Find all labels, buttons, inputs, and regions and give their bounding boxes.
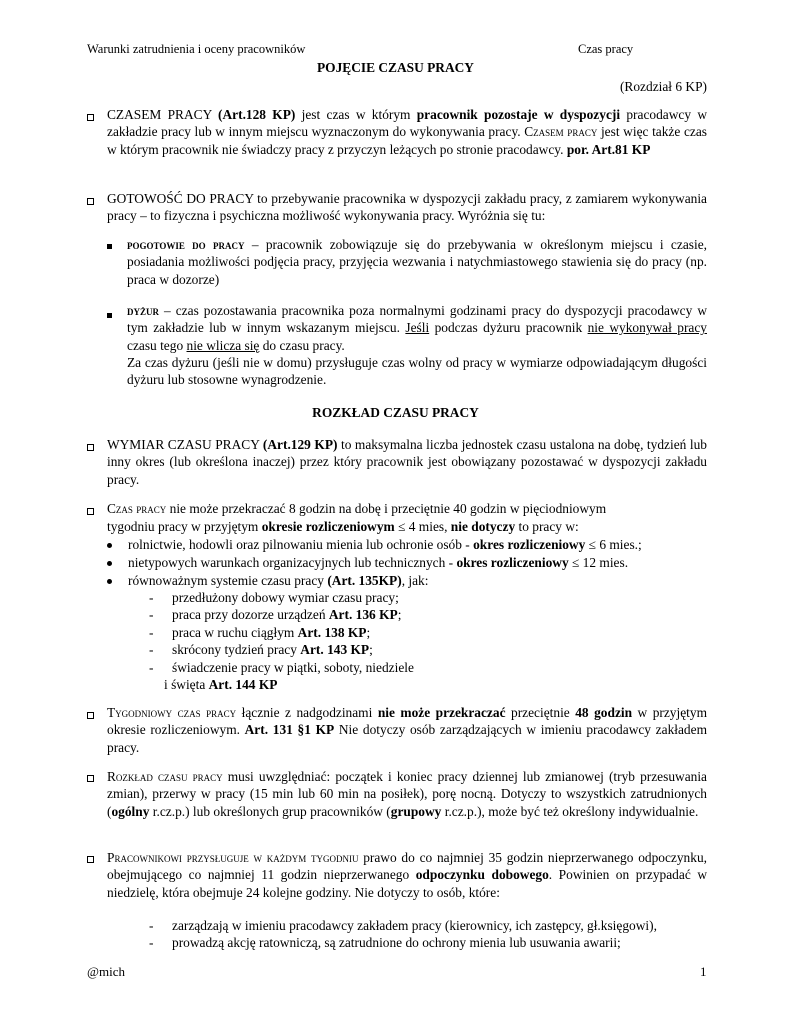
text: , jak:	[401, 573, 429, 588]
paragraph-pogotowie	[127, 236, 707, 288]
emphasis: okres rozliczeniowy	[456, 555, 569, 570]
text: to maksymalna liczba jednostek czasu ustalona na dobę, tydzień lub inny okres (lub określona inaczej) przez który pracownik jest obowiązany pozostawać w dyspozycji zakładu pracy.	[107, 437, 707, 487]
term: Pracownikowi przysługuje w każdym tygodniu	[107, 850, 359, 865]
paragraph-dyzur-compensation: Za czas dyżuru (jeśli nie w domu) przysługuje czas wolny od pracy w wymiarze odpowiadającym długości dyżuru lub stosowne wynagrodzenie.	[127, 355, 707, 388]
round-bullet-icon	[107, 543, 112, 548]
text: ;	[397, 607, 402, 622]
checkbox-bullet-icon	[87, 114, 94, 121]
term: pogotowie do pracy	[127, 237, 245, 252]
emphasis: okresie rozliczeniowym	[261, 519, 395, 534]
list-item	[172, 641, 373, 658]
text: skrócony tydzień pracy	[172, 642, 301, 657]
checkbox-bullet-icon	[87, 508, 94, 515]
article-ref: Art. 131 §1 KP	[244, 722, 335, 738]
text: w przyjętym okresie rozliczeniowym.	[107, 705, 707, 738]
article-ref: Art. 136 KP	[328, 607, 398, 622]
article-ref: Art. 144 KP	[208, 677, 278, 692]
paragraph-gotowosc: GOTOWOŚĆ DO PRACY to przebywanie pracownika w dyspozycji zakładu pracy, z zamiarem wykonywania pracy – to fizyczna i psychiczna możliwość wykonywania pracy. Wyróżnia się tu:	[107, 191, 707, 224]
article-ref: (Art.128 KP)	[218, 107, 296, 122]
underlined: Jeśli	[405, 320, 430, 336]
list-item: prowadzą akcję ratowniczą, są zatrudnione do ochrony mienia lub usuwania awarii;	[172, 935, 621, 950]
text: praca w ruchu ciągłym	[172, 625, 298, 640]
text: jest więc także czas w którym pracownik nie świadczy pracy z przyczyn leżących po stronie pracodawcy.	[107, 124, 707, 157]
paragraph-czas-pracy	[107, 106, 707, 158]
text: tygodniu pracy w przyjętym	[107, 519, 262, 534]
text: r.cz.p.), może być też określony indywidualnie.	[441, 803, 699, 819]
list-item	[128, 536, 642, 553]
text: i święta	[164, 677, 209, 692]
term: Tygodniowy czas pracy	[107, 705, 237, 720]
footer-author: @mich	[87, 964, 125, 979]
text: nietypowych warunkach organizacyjnych lub technicznych -	[128, 555, 457, 570]
dash-bullet: -	[149, 935, 154, 950]
term: Czasem pracy	[524, 124, 598, 140]
text: – czas pozostawania pracownika poza normalnymi godzinami pracy do dyspozycji pracodawcy w tym zakładzie lub w innym wskazanym miejscu.	[127, 303, 707, 336]
text: CZASEM PRACY	[107, 107, 219, 122]
text: . Powinien on przypadać w niedzielę, która obejmuje 24 kolejne godziny. Nie dotyczy to osób, które:	[107, 867, 707, 900]
round-bullet-icon	[107, 561, 112, 566]
text: ≤ 12 mies.	[568, 555, 629, 570]
emphasis: 48 godzin	[575, 705, 633, 720]
list-item-continuation	[164, 676, 277, 693]
running-header-left: Warunki zatrudnienia i oceny pracowników	[87, 42, 306, 56]
term: Rozkład czasu pracy	[107, 769, 223, 784]
checkbox-bullet-icon	[87, 712, 94, 719]
text: prawo do co najmniej 35 godzin nieprzerwanego odpoczynku, obejmującego co najmniej 11 godzin nieprzerwanego	[107, 850, 707, 883]
list-item: świadczenie pracy w piątki, soboty, niedziele	[172, 660, 414, 675]
term: dyżur	[127, 303, 160, 318]
list-item	[172, 624, 370, 641]
dash-bullet: -	[149, 625, 154, 640]
paragraph-dyzur	[127, 302, 707, 354]
term: Czas pracy	[107, 501, 167, 516]
page-number: 1	[700, 964, 707, 979]
emphasis: nie dotyczy	[450, 519, 516, 534]
checkbox-bullet-icon	[87, 775, 94, 782]
square-bullet-icon	[107, 313, 112, 318]
article-ref: (Art. 135KP)	[327, 573, 402, 588]
text: r.cz.p.) lub określonych grup pracowników (	[149, 803, 391, 819]
text: ≤ 6 mies.;	[585, 537, 642, 552]
text: ;	[369, 642, 373, 657]
paragraph-tygodniowy	[107, 704, 707, 756]
underlined: nie wlicza się	[186, 337, 260, 353]
text: rolnictwie, hodowli oraz pilnowaniu mienia lub ochronie osób -	[128, 537, 474, 552]
list-item: przedłużony dobowy wymiar czasu pracy;	[172, 590, 399, 605]
text: Nie dotyczy osób zarządzających w imieniu pracodawcy zakładem pracy.	[107, 722, 707, 755]
dash-bullet: -	[149, 590, 154, 605]
list-item	[172, 606, 401, 623]
section-title: ROZKŁAD CZASU PRACY	[312, 405, 479, 420]
text: przeciętnie	[505, 705, 576, 720]
emphasis: grupowy	[390, 803, 442, 819]
page-title: POJĘCIE CZASU PRACY	[317, 60, 474, 75]
chapter-reference: (Rozdział 6 KP)	[619, 79, 707, 94]
text: łącznie z nadgodzinami	[236, 705, 378, 720]
text: pracodawcy w zakładzie pracy lub w innym miejscu wyznaczonym do wykonywania pracy.	[107, 107, 707, 140]
text: równoważnym systemie czasu pracy	[128, 573, 328, 588]
running-header-right: Czas pracy	[578, 42, 634, 56]
square-bullet-icon	[107, 244, 112, 249]
paragraph-odpoczynek	[107, 849, 707, 901]
text: jest czas w którym	[295, 107, 417, 122]
emphasis: okres rozliczeniowy	[473, 537, 586, 552]
text: podczas dyżuru pracownik	[429, 320, 588, 336]
czas-pracy-line-1	[107, 500, 606, 517]
emphasis: ogólny	[111, 803, 150, 819]
dash-bullet: -	[149, 642, 154, 657]
text: czasu tego	[127, 337, 187, 353]
article-ref: Art. 143 KP	[300, 642, 370, 657]
list-item: zarządzają w imieniu pracodawcy zakładem pracy (kierownicy, ich zastępcy, gł.księgowi),	[172, 918, 657, 933]
checkbox-bullet-icon	[87, 198, 94, 205]
text: musi uwzględniać: początek i koniec pracy dziennej lub zmianowej (tryb przesuwania zmian), przerwy w pracy (15 min lub 60 min na posiłek), porę nocną. Dotyczy to wszystkich zatrudnionych (	[107, 769, 707, 819]
text: – pracownik zobowiązuje się do przebywania w określonym miejscu i czasie, posiadania możliwości podjęcia pracy, przyjęcia wezwania i natychmiastowego stawienia się do pracy (np. praca w dozorze)	[127, 237, 707, 287]
text: praca przy dozorze urządzeń	[172, 607, 329, 622]
czas-pracy-line-2	[107, 518, 579, 535]
underlined: nie wykonywał pracy	[587, 320, 707, 336]
checkbox-bullet-icon	[87, 444, 94, 451]
list-item	[128, 572, 428, 589]
text: ;	[366, 625, 371, 640]
checkbox-bullet-icon	[87, 856, 94, 863]
article-ref: Art. 138 KP	[297, 625, 367, 640]
emphasis: nie może przekraczać	[377, 705, 506, 720]
dash-bullet: -	[149, 607, 154, 622]
emphasis: odpoczynku dobowego	[415, 867, 549, 883]
text: WYMIAR CZASU PRACY	[107, 437, 263, 452]
text: do czasu pracy.	[259, 337, 345, 353]
text: ≤ 4 mies,	[394, 519, 451, 534]
dash-bullet: -	[149, 918, 154, 933]
article-ref: (Art.129 KP)	[262, 437, 338, 452]
paragraph-wymiar	[107, 436, 707, 488]
list-item	[128, 554, 628, 571]
emphasis: pracownik pozostaje w dyspozycji	[416, 107, 621, 122]
text: nie może przekraczać 8 godzin na dobę i przeciętnie 40 godzin w pięciodniowym	[166, 501, 607, 516]
article-ref: por. Art.81 KP	[566, 141, 651, 157]
paragraph-rozklad	[107, 768, 707, 820]
dash-bullet: -	[149, 660, 154, 675]
text: to pracy w:	[515, 519, 579, 534]
round-bullet-icon	[107, 579, 112, 584]
